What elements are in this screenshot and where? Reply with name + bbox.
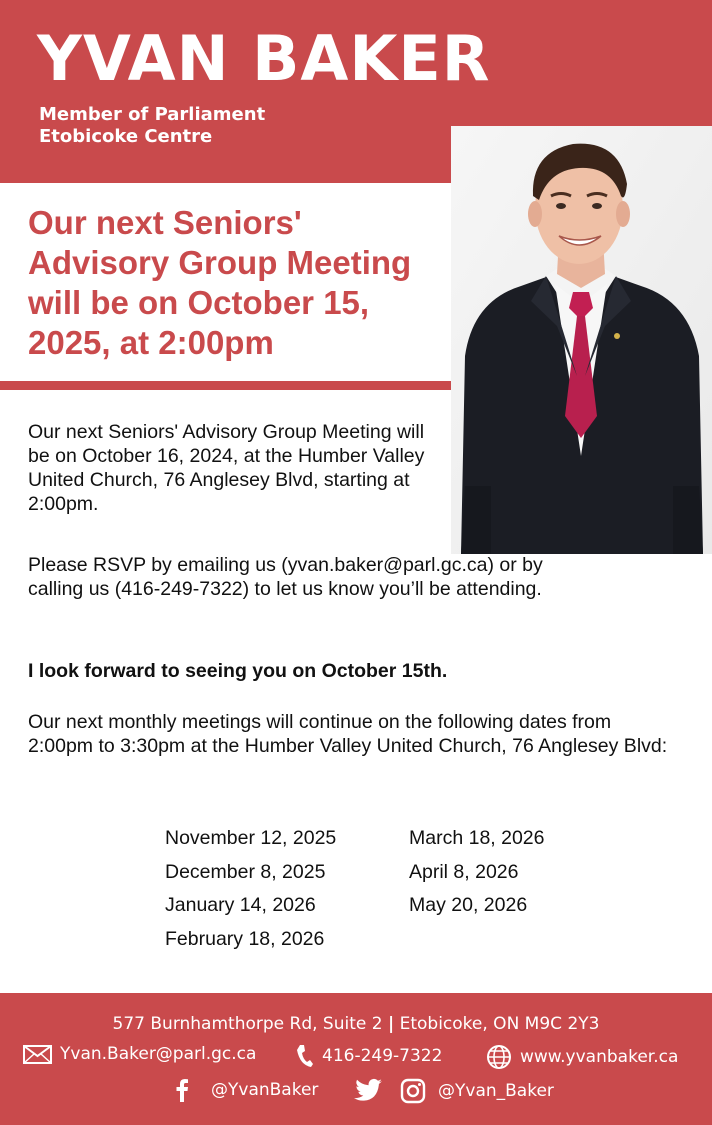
address-street: 577 Burnhamthorpe Rd, Suite 2	[112, 1014, 383, 1034]
riding-name: Etobicoke Centre	[39, 126, 213, 147]
portrait-photo	[451, 126, 712, 554]
email-link[interactable]: Yvan.Baker@parl.gc.ca	[60, 1044, 257, 1064]
meeting-date: April 8, 2026	[409, 860, 519, 883]
instagram-contact[interactable]	[400, 1078, 554, 1104]
website-link[interactable]: www.yvanbaker.ca	[520, 1047, 679, 1067]
globe-icon	[486, 1044, 512, 1070]
meeting-date: May 20, 2026	[409, 894, 528, 916]
meeting-date: January 14, 2026	[165, 894, 316, 916]
address-city: Etobicoke, ON M9C 2Y3	[399, 1014, 600, 1034]
facebook-icon	[175, 1078, 189, 1102]
rsvp-instructions: Please RSVP by emailing us (yvan.baker@parl.gc.ca) or by calling us (416-249-7322) to let us know you’ll be attending.	[28, 554, 543, 600]
meeting-headline: Our next Seniors' Advisory Group Meeting will be on October 15, 2025, at 2:00pm	[28, 204, 412, 361]
website-contact[interactable]	[486, 1044, 678, 1070]
phone-number[interactable]: 416-249-7322	[322, 1046, 443, 1066]
twitter-contact[interactable]	[353, 1078, 391, 1102]
envelope-icon	[23, 1045, 52, 1064]
instagram-handle[interactable]: @Yvan_Baker	[438, 1081, 554, 1101]
office-address	[0, 1014, 712, 1034]
instagram-icon	[400, 1078, 426, 1104]
dates-column-1	[165, 822, 336, 956]
meeting-date: March 18, 2026	[409, 827, 545, 849]
portrait-illustration	[451, 126, 712, 554]
meeting-date: December 8, 2025	[165, 860, 326, 883]
meeting-details: Our next Seniors' Advisory Group Meeting will be on October 16, 2024, at the Humber Valley United Church, 76 Anglesey Blvd, starting at 2:00pm.	[28, 421, 425, 515]
meeting-date: November 12, 2025	[165, 827, 337, 849]
facebook-handle[interactable]: @YvanBaker	[211, 1080, 319, 1100]
twitter-icon	[353, 1078, 383, 1102]
role-title: Member of Parliament	[39, 104, 266, 125]
dates-column-2	[409, 822, 545, 923]
footer-contact	[0, 993, 712, 1125]
closing-statement: I look forward to seeing you on October 15th.	[28, 660, 448, 682]
divider-bar	[0, 381, 451, 390]
meeting-date: February 18, 2026	[165, 927, 325, 950]
phone-contact[interactable]	[296, 1044, 442, 1068]
mp-name: YVAN BAKER	[37, 22, 491, 95]
facebook-contact[interactable]	[175, 1078, 318, 1102]
phone-icon	[296, 1044, 314, 1068]
schedule-intro: Our next monthly meetings will continue on the following dates from 2:00pm to 3:30pm at the Humber Valley United Church, 76 Anglesey Blvd:	[28, 711, 668, 757]
mp-role	[39, 104, 265, 148]
email-contact[interactable]	[23, 1044, 256, 1064]
address-separator: |	[387, 1014, 395, 1034]
